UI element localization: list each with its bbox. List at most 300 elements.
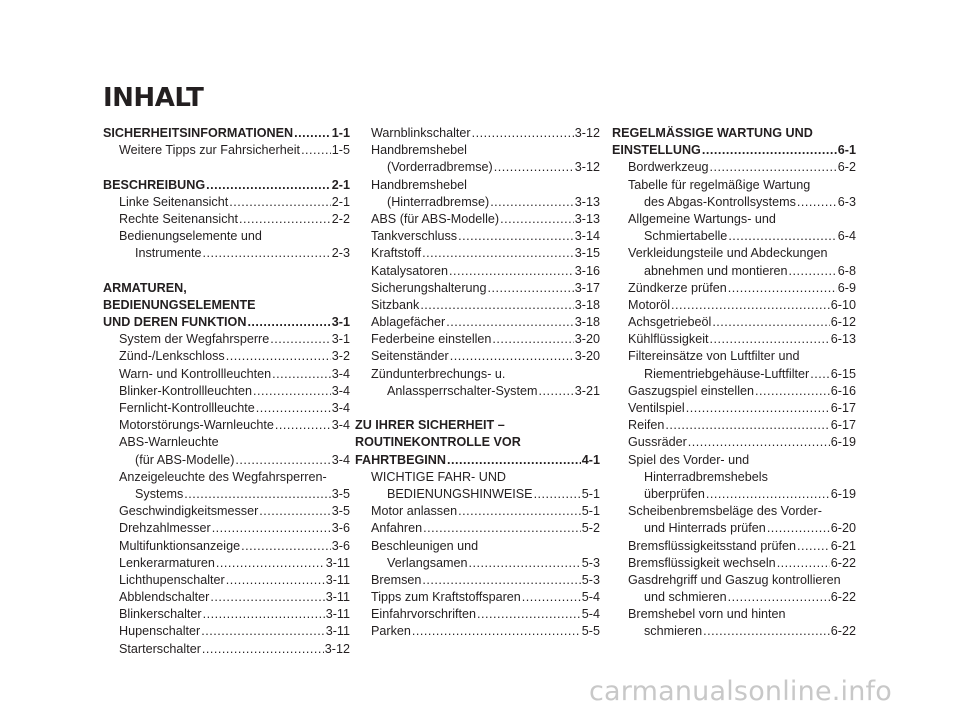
toc-entry[interactable] [355, 623, 600, 640]
dot-leader [422, 572, 580, 589]
page-title: INHALT [103, 83, 204, 113]
dot-leader [665, 417, 829, 434]
toc-page-number: 3-1 [331, 332, 350, 347]
toc-page-number: 3-21 [574, 383, 600, 398]
toc-page-number: 6-15 [830, 366, 856, 381]
toc-entry-title: Ablagefächer [371, 315, 446, 330]
toc-entry[interactable] [103, 400, 350, 417]
toc-entry[interactable] [355, 555, 600, 572]
toc-page-number: 6-9 [837, 280, 856, 295]
dot-leader [216, 555, 325, 572]
dot-leader [272, 366, 331, 383]
toc-page-number: 4-1 [581, 452, 600, 467]
dot-leader [202, 641, 324, 658]
dot-leader [797, 538, 830, 555]
toc-entry-title: Scheibenbremsbeläge des Vorder- [628, 504, 822, 519]
toc-entry-title: und Hinterrads prüfen [644, 521, 766, 536]
dot-leader [797, 194, 837, 211]
toc-page-number: 3-11 [325, 607, 350, 622]
dot-leader [688, 434, 830, 451]
toc-page-number: 5-5 [581, 624, 600, 639]
dot-leader [728, 280, 837, 297]
toc-page-number: 6-17 [830, 418, 856, 433]
toc-entry-title: WICHTIGE FAHR- UND [371, 469, 507, 484]
dot-leader [477, 606, 581, 623]
toc-entry [612, 606, 856, 623]
toc-section-heading [355, 434, 600, 451]
toc-page-number: 3-6 [331, 521, 350, 536]
dot-leader [270, 331, 331, 348]
toc-page-number: 3-13 [574, 194, 600, 209]
toc-page-number: 5-3 [581, 572, 600, 587]
toc-entry[interactable] [355, 589, 600, 606]
toc-entry-title: UND DEREN FUNKTION [103, 315, 247, 330]
toc-entry[interactable] [103, 366, 350, 383]
dot-leader [203, 245, 331, 262]
toc-page-number: 5-1 [581, 504, 600, 519]
toc-entry-title: Spiel des Vorder- und [628, 452, 750, 467]
toc-entry-title: Bremsflüssigkeitsstand prüfen [628, 538, 796, 553]
toc-entry-title: Motor anlassen [371, 504, 458, 519]
dot-leader [710, 331, 830, 348]
toc-entry-title: Verlangsamen [387, 555, 468, 570]
toc-page-number: 3-11 [325, 572, 350, 587]
toc-entry-title: Reifen [628, 418, 665, 433]
toc-entry-title: ABS-Warnleuchte [119, 435, 219, 450]
toc-page-number: 2-2 [331, 211, 350, 226]
toc-entry [355, 366, 600, 383]
dot-leader [184, 486, 331, 503]
dot-leader [458, 228, 574, 245]
toc-column-3 [612, 125, 856, 641]
toc-entry[interactable] [612, 159, 856, 176]
toc-entry[interactable] [103, 417, 350, 434]
toc-page-number: 3-5 [331, 504, 350, 519]
toc-column-1 [103, 125, 350, 658]
toc-entry[interactable] [355, 245, 600, 262]
toc-entry[interactable] [355, 159, 600, 176]
dot-leader [420, 297, 573, 314]
toc-entry-title: ABS (für ABS-Modelle) [371, 211, 500, 226]
toc-entry[interactable] [103, 520, 350, 537]
toc-entry-title: Anzeigeleuchte des Wegfahrsperren- [119, 469, 327, 484]
section-spacer [355, 400, 600, 417]
toc-entry[interactable] [103, 589, 350, 606]
dot-leader [712, 314, 829, 331]
toc-entry-title: Beschleunigen und [371, 538, 479, 553]
toc-entry[interactable] [355, 331, 600, 348]
toc-section-heading [103, 280, 350, 297]
toc-entry-title: Drehzahlmesser [119, 521, 211, 536]
toc-entry-title: BESCHREIBUNG [103, 177, 206, 192]
dot-leader [728, 228, 836, 245]
toc-entry-title: Handbremshebel [371, 143, 467, 158]
toc-entry-title: schmieren [644, 624, 703, 639]
toc-page-number: 6-20 [830, 521, 856, 536]
toc-entry-title: Hinterradbremshebels [644, 469, 768, 484]
toc-entry[interactable] [355, 194, 600, 211]
toc-page-number: 3-18 [574, 297, 600, 312]
toc-page-number: 6-13 [830, 332, 856, 347]
toc-entry[interactable] [355, 263, 600, 280]
dot-leader [755, 383, 830, 400]
toc-entry-title: Tankverschluss [371, 229, 458, 244]
toc-page-number: 6-8 [837, 263, 856, 278]
toc-entry-title: Kraftstoff [371, 246, 422, 261]
toc-entry-title: Fernlicht-Kontrollleuchte [119, 401, 255, 415]
toc-entry-title: Warn- und Kontrollleuchten [119, 366, 272, 381]
toc-entry [612, 177, 856, 194]
section-spacer [103, 159, 350, 176]
toc-entry-title: REGELMÄSSIGE WARTUNG UND [612, 126, 813, 140]
dot-leader [229, 194, 331, 211]
dot-leader [671, 297, 830, 314]
toc-entry-title: ARMATUREN, [103, 280, 187, 295]
toc-entry[interactable] [612, 194, 856, 211]
toc-entry[interactable] [355, 314, 600, 331]
toc-entry-title: BEDIENUNGSHINWEISE [387, 486, 533, 501]
dot-leader [522, 589, 581, 606]
toc-entry-title: und schmieren [644, 590, 727, 605]
dot-leader [488, 280, 574, 297]
toc-entry[interactable] [612, 520, 856, 537]
toc-entry-title: SICHERHEITSINFORMATIONEN [103, 126, 294, 140]
toc-entry[interactable] [612, 555, 856, 572]
toc-entry-title: Anfahren [371, 521, 423, 536]
toc-entry[interactable] [103, 194, 350, 211]
toc-entry-title: Bremsen [371, 572, 422, 587]
dot-leader [203, 606, 325, 623]
toc-entry-title: FAHRTBEGINN [355, 452, 446, 467]
dot-leader [728, 589, 830, 606]
toc-entry[interactable] [612, 434, 856, 451]
toc-entry-title: ROUTINEKONTROLLE VOR [355, 435, 521, 450]
toc-entry-title: Schmiertabelle [644, 229, 728, 244]
toc-entry[interactable] [612, 400, 856, 417]
dot-leader [767, 520, 830, 537]
toc-section-heading [355, 417, 600, 434]
toc-page-number: 6-22 [830, 555, 856, 570]
toc-entry-title: Seitenständer [371, 349, 449, 364]
dot-leader [241, 538, 331, 555]
toc-entry-title: Blinkerschalter [119, 607, 202, 622]
toc-entry-title: Starterschalter [119, 641, 201, 656]
toc-entry-title: System der Wegfahrsperre [119, 332, 270, 347]
toc-entry [355, 538, 600, 555]
toc-page-number: 3-14 [574, 229, 600, 244]
toc-entry-title: Katalysatoren [371, 263, 449, 278]
toc-page-number: 3-12 [574, 126, 600, 140]
dot-leader [201, 623, 325, 640]
toc-entry[interactable] [103, 383, 350, 400]
toc-entry[interactable] [355, 211, 600, 228]
toc-page-number: 3-13 [574, 211, 600, 226]
dot-leader [447, 452, 581, 469]
toc-entry [612, 469, 856, 486]
toc-entry[interactable] [355, 125, 600, 142]
toc-entry[interactable] [355, 572, 600, 589]
toc-entry [612, 245, 856, 262]
dot-leader [500, 211, 574, 228]
toc-page-number: 3-17 [574, 280, 600, 295]
toc-entry-title: Riementriebgehäuse-Luftfilter [644, 366, 810, 381]
watermark-text: carmanualsonline.info [589, 676, 892, 707]
toc-entry [612, 348, 856, 365]
toc-entry-title: abnehmen und montieren [644, 263, 788, 278]
toc-entry[interactable] [355, 503, 600, 520]
toc-page-number: 3-20 [574, 332, 600, 347]
toc-page-number: 1-1 [331, 126, 350, 140]
toc-page-number: 6-19 [830, 435, 856, 450]
toc-entry-title: Motorstörungs-Warnleuchte [119, 418, 274, 433]
toc-entry[interactable] [355, 297, 600, 314]
toc-entry[interactable] [103, 572, 350, 589]
toc-entry-title: Sitzbank [371, 297, 420, 312]
dot-leader [538, 383, 573, 400]
toc-page-number: 3-6 [331, 538, 350, 553]
toc-entry-title: Hupenschalter [119, 624, 201, 639]
toc-entry-title: Kühlflüssigkeit [628, 332, 709, 347]
toc-page-number: 3-16 [574, 263, 600, 278]
toc-entry-title: Systems [135, 486, 184, 501]
toc-entry [103, 469, 350, 486]
toc-page-number: 3-11 [325, 590, 350, 605]
toc-entry[interactable] [612, 331, 856, 348]
toc-page-number: 6-21 [830, 538, 856, 553]
toc-entry-title: Abblendschalter [119, 590, 210, 605]
toc-page-number: 6-12 [830, 315, 856, 330]
toc-entry[interactable] [355, 280, 600, 297]
toc-page-number: 6-17 [830, 401, 856, 415]
toc-column-2 [355, 125, 600, 641]
toc-page-number: 5-4 [581, 590, 600, 605]
toc-entry-title: Bordwerkzeug [628, 160, 709, 175]
dot-leader [446, 314, 574, 331]
toc-entry-title: Parken [371, 624, 411, 639]
toc-entry [612, 211, 856, 228]
toc-entry-title: Lenkerarmaturen [119, 555, 215, 570]
toc-entry-title: Weitere Tipps zur Fahrsicherheit [119, 143, 301, 158]
toc-entry-title: Warnblinkschalter [371, 126, 471, 140]
toc-entry[interactable] [612, 297, 856, 314]
toc-page-number: 6-1 [837, 143, 856, 158]
dot-leader [710, 159, 837, 176]
dot-leader [275, 417, 331, 434]
toc-page-number: 6-10 [830, 297, 856, 312]
toc-page-number: 6-4 [837, 229, 856, 244]
toc-page-number: 3-15 [574, 246, 600, 261]
dot-leader [469, 555, 581, 572]
toc-entry-title: Filtereinsätze von Luftfilter und [628, 349, 800, 364]
dot-leader [703, 623, 830, 640]
toc-entry-title: Gussräder [628, 435, 687, 450]
toc-entry[interactable] [612, 366, 856, 383]
toc-section-heading [103, 297, 350, 314]
toc-entry[interactable] [103, 348, 350, 365]
toc-page-number: 3-1 [331, 315, 350, 330]
toc-entry[interactable] [612, 417, 856, 434]
toc-entry-title: EINSTELLUNG [612, 143, 701, 158]
dot-leader [226, 348, 331, 365]
toc-entry-title: Bremshebel vorn und hinten [628, 607, 786, 622]
toc-entry[interactable] [103, 452, 350, 469]
toc-entry-title: Bremsflüssigkeit wechseln [628, 555, 776, 570]
toc-entry[interactable] [103, 555, 350, 572]
toc-entry[interactable] [103, 623, 350, 640]
toc-page-number: 6-3 [837, 194, 856, 209]
toc-entry[interactable] [612, 486, 856, 503]
dot-leader [294, 125, 331, 142]
dot-leader [810, 366, 830, 383]
toc-entry-title: BEDIENUNGSELEMENTE [103, 297, 256, 312]
toc-entry [355, 469, 600, 486]
dot-leader [235, 452, 330, 469]
toc-entry-title: Handbremshebel [371, 177, 467, 192]
dot-leader [412, 623, 581, 640]
toc-page-number: 3-18 [574, 315, 600, 330]
toc-entry-title: des Abgas-Kontrollsystems [644, 194, 796, 209]
dot-leader [212, 520, 331, 537]
toc-page-number: 3-11 [325, 624, 350, 639]
toc-page-number: 6-22 [830, 624, 856, 639]
toc-entry-title: Gasdrehgriff und Gaszug kontrollieren [628, 572, 841, 587]
toc-entry[interactable] [612, 314, 856, 331]
toc-page-number: 3-12 [574, 160, 600, 175]
toc-entry-title: Zündunterbrechungs- u. [371, 366, 506, 381]
toc-entry-title: Achsgetriebeöl [628, 315, 712, 330]
toc-entry[interactable] [612, 589, 856, 606]
toc-entry[interactable] [355, 606, 600, 623]
toc-entry[interactable] [612, 383, 856, 400]
toc-entry[interactable] [103, 331, 350, 348]
toc-entry-title: Motoröl [628, 297, 670, 312]
dot-leader [789, 263, 837, 280]
toc-entry-title: Zündkerze prüfen [628, 280, 727, 295]
dot-leader [210, 589, 324, 606]
toc-entry-title: ZU IHRER SICHERHEIT – [355, 418, 505, 433]
dot-leader [706, 486, 830, 503]
toc-page-number: 5-4 [581, 607, 600, 622]
toc-entry-title: Bedienungselemente und [119, 229, 262, 244]
toc-entry-title: Verkleidungsteile und Abdeckungen [628, 246, 828, 261]
toc-entry[interactable] [612, 228, 856, 245]
toc-entry[interactable] [355, 348, 600, 365]
toc-page-number: 3-4 [331, 452, 350, 467]
toc-entry [355, 177, 600, 194]
toc-entry[interactable] [103, 142, 350, 159]
toc-page-number: 3-11 [325, 555, 350, 570]
toc-page-number: 6-2 [837, 160, 856, 175]
toc-entry[interactable] [612, 263, 856, 280]
toc-section-heading[interactable] [103, 177, 350, 194]
toc-page-number: 5-1 [581, 486, 600, 501]
toc-page-number: 5-2 [581, 521, 600, 536]
dot-leader [247, 314, 330, 331]
toc-page-number: 6-19 [830, 486, 856, 501]
toc-entry-title: Anlassperrschalter-System [387, 383, 538, 398]
toc-entry-title: Zünd-/Lenkschloss [119, 349, 225, 364]
toc-page-number: 3-12 [324, 641, 350, 656]
dot-leader [534, 486, 581, 503]
toc-entry[interactable] [355, 228, 600, 245]
dot-leader [206, 177, 331, 194]
toc-page-number: 2-3 [331, 246, 350, 261]
toc-entry [103, 228, 350, 245]
toc-entry-title: Sicherungshalterung [371, 280, 487, 295]
dot-leader [492, 331, 573, 348]
toc-entry[interactable] [103, 211, 350, 228]
toc-section-heading[interactable] [103, 125, 350, 142]
toc-page-number: 3-4 [331, 366, 350, 381]
toc-entry[interactable] [355, 383, 600, 400]
toc-entry[interactable] [103, 606, 350, 623]
dot-leader [253, 383, 331, 400]
toc-page-number: 3-4 [331, 418, 350, 433]
toc-entry[interactable] [103, 641, 350, 658]
toc-entry-title: Linke Seitenansicht [119, 194, 229, 209]
toc-entry[interactable] [612, 538, 856, 555]
toc-entry [612, 452, 856, 469]
toc-entry-title: Einfahrvorschriften [371, 607, 476, 622]
toc-entry[interactable] [355, 486, 600, 503]
dot-leader [702, 142, 837, 159]
toc-page-number: 5-3 [581, 555, 600, 570]
toc-section-heading[interactable] [355, 452, 600, 469]
dot-leader [256, 400, 331, 417]
section-spacer [103, 263, 350, 280]
toc-entry-title: Instrumente [135, 246, 202, 261]
toc-entry[interactable] [612, 623, 856, 640]
toc-entry-title: (Vorderradbremse) [387, 160, 493, 175]
toc-page-number: 3-4 [331, 383, 350, 398]
dot-leader [458, 503, 581, 520]
toc-entry-title: Lichthupenschalter [119, 572, 225, 587]
toc-entry-title: (Hinterradbremse) [387, 194, 490, 209]
toc-entry-title: Allgemeine Wartungs- und [628, 211, 776, 226]
dot-leader [450, 348, 574, 365]
toc-entry-title: Multifunktionsanzeige [119, 538, 241, 553]
toc-page-number: 2-1 [331, 177, 350, 192]
toc-entry[interactable] [103, 538, 350, 555]
toc-page-number: 6-16 [830, 383, 856, 398]
toc-page-number: 3-4 [331, 401, 350, 415]
toc-section-heading[interactable] [612, 142, 856, 159]
toc-entry[interactable] [103, 245, 350, 262]
toc-entry[interactable] [612, 280, 856, 297]
dot-leader [259, 503, 331, 520]
toc-section-heading[interactable] [103, 314, 350, 331]
toc-entry[interactable] [355, 520, 600, 537]
toc-page-number: 2-1 [331, 194, 350, 209]
dot-leader [301, 142, 331, 159]
toc-entry-title: Tabelle für regelmäßige Wartung [628, 177, 811, 192]
dot-leader [449, 263, 574, 280]
toc-entry [103, 434, 350, 451]
dot-leader [777, 555, 830, 572]
toc-entry-title: Ventilspiel [628, 401, 685, 415]
dot-leader [494, 159, 574, 176]
toc-entry [612, 503, 856, 520]
toc-entry-title: Blinker-Kontrollleuchten [119, 383, 253, 398]
toc-page-number: 3-2 [331, 349, 350, 364]
toc-entry-title: Geschwindigkeitsmesser [119, 504, 259, 519]
toc-page-number: 6-22 [830, 590, 856, 605]
toc-entry-title: überprüfen [644, 486, 705, 501]
toc-entry[interactable] [103, 503, 350, 520]
dot-leader [472, 125, 574, 142]
toc-section-heading [612, 125, 856, 142]
toc-entry[interactable] [103, 486, 350, 503]
